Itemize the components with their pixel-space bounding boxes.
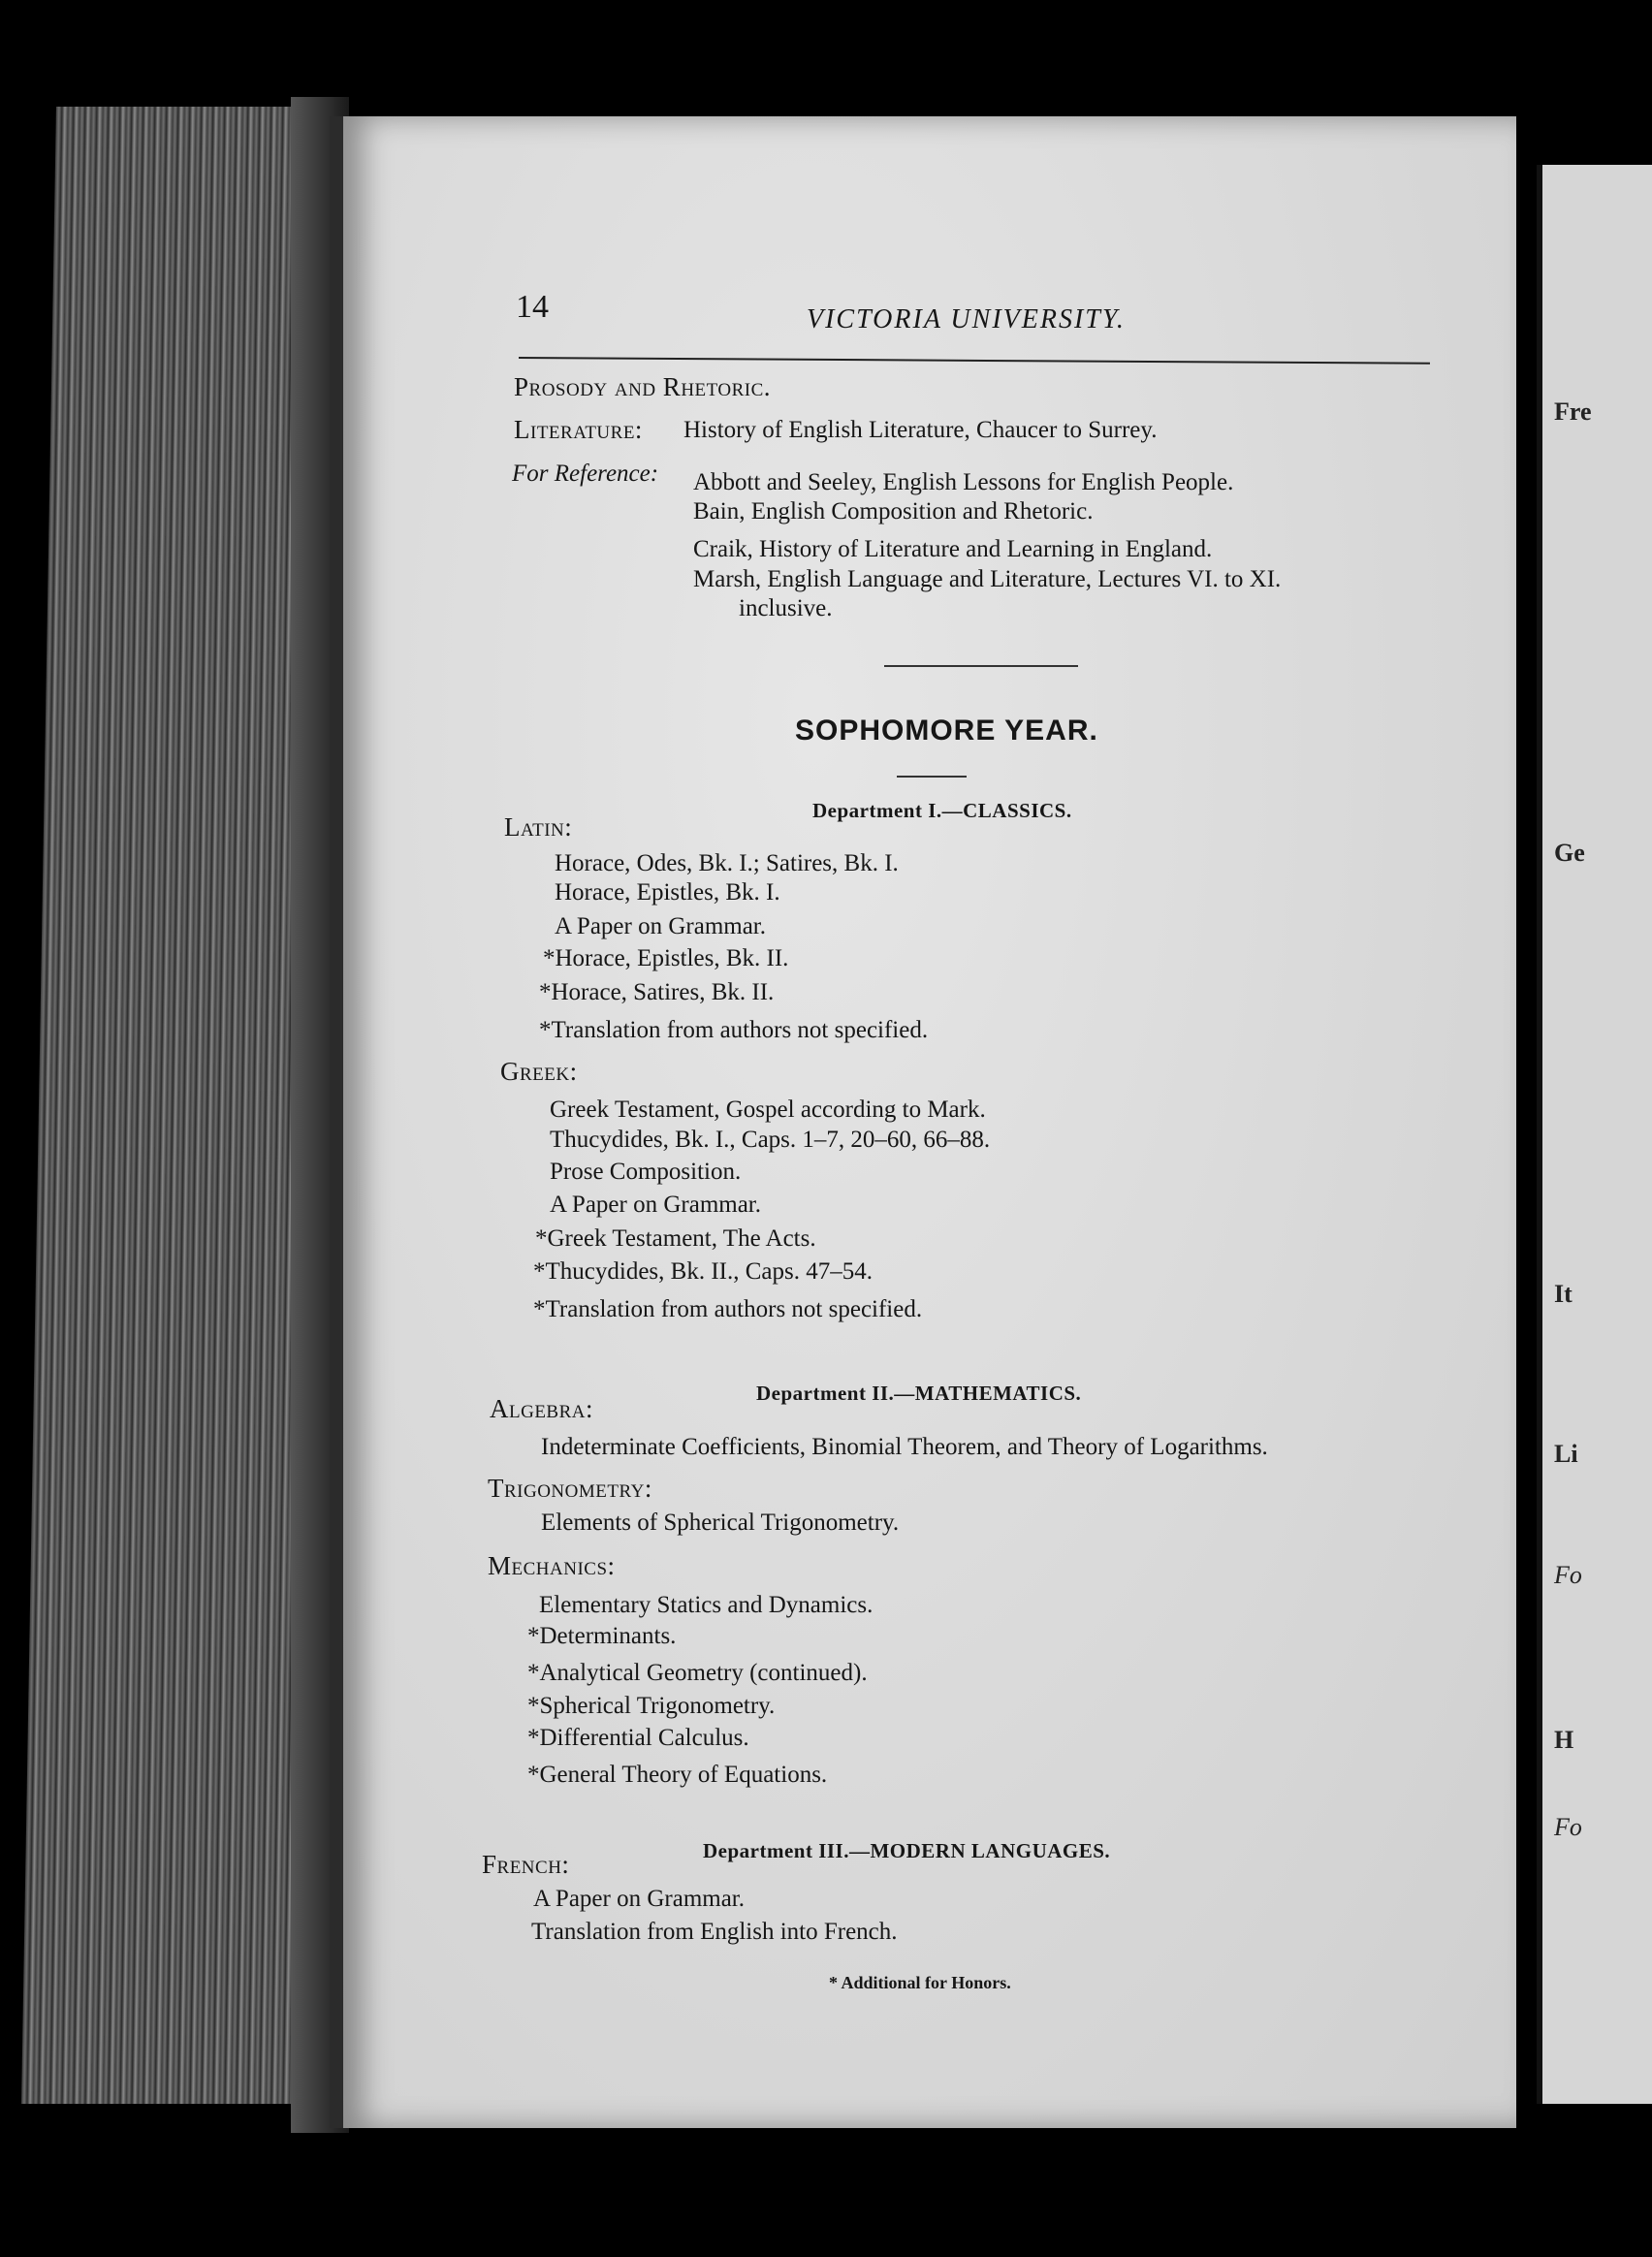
course-item: *Horace, Epistles, Bk. II. <box>543 945 789 971</box>
reference-item: Marsh, English Language and Literature, Lectures VI. to XI. <box>693 566 1282 592</box>
course-item: Elementary Statics and Dynamics. <box>539 1592 874 1618</box>
subject-label-greek: Greek: <box>500 1057 578 1086</box>
facing-page-fragment: Fre <box>1554 397 1592 426</box>
heading-underline <box>897 776 967 778</box>
running-head: VICTORIA UNIVERSITY. <box>807 304 1126 334</box>
reference-item: Craik, History of Literature and Learning in England. <box>693 536 1213 562</box>
course-item: Greek Testament, Gospel according to Mark. <box>550 1097 986 1123</box>
course-item: *General Theory of Equations. <box>527 1762 828 1788</box>
page-number: 14 <box>516 289 549 325</box>
course-item: Horace, Odes, Bk. I.; Satires, Bk. I. <box>555 850 899 876</box>
facing-page-fragment: It <box>1554 1280 1573 1308</box>
course-item: *Determinants. <box>527 1623 677 1649</box>
reference-item: Abbott and Seeley, English Lessons for English People. <box>693 469 1234 495</box>
course-item: Thucydides, Bk. I., Caps. 1–7, 20–60, 66–88. <box>550 1127 991 1153</box>
course-item: *Horace, Satires, Bk. II. <box>539 979 775 1005</box>
footnote: * Additional for Honors. <box>829 1973 1011 1992</box>
course-item: A Paper on Grammar. <box>533 1886 746 1912</box>
facing-page-edge <box>1537 165 1652 2104</box>
course-item: A Paper on Grammar. <box>555 913 767 939</box>
subject-label-mechanics: Mechanics: <box>488 1551 616 1580</box>
course-item: Elements of Spherical Trigonometry. <box>541 1510 900 1536</box>
section-label-literature: Literature: <box>514 415 643 444</box>
year-heading: SOPHOMORE YEAR. <box>795 715 1098 747</box>
reference-label: For Reference: <box>512 461 659 487</box>
facing-page-fragment: Fo <box>1554 1813 1582 1841</box>
department-heading: Department I.—CLASSICS. <box>812 799 1072 822</box>
subject-label-algebra: Algebra: <box>490 1394 593 1423</box>
course-item: Translation from English into French. <box>531 1919 898 1945</box>
facing-page-fragment: Fo <box>1554 1561 1582 1589</box>
course-item: Horace, Epistles, Bk. I. <box>555 879 780 906</box>
course-item: Indeterminate Coefficients, Binomial Theorem, and Theory of Logarithms. <box>541 1434 1268 1460</box>
subject-label-latin: Latin: <box>504 812 573 842</box>
course-item: *Greek Testament, The Acts. <box>535 1225 816 1252</box>
facing-page-fragment: Ge <box>1554 839 1585 867</box>
course-item: *Spherical Trigonometry. <box>527 1693 776 1719</box>
course-item: *Differential Calculus. <box>527 1725 749 1751</box>
subject-label-french: French: <box>482 1850 570 1879</box>
subject-label-trigonometry: Trigonometry: <box>488 1474 652 1503</box>
facing-page-fragment: Li <box>1554 1440 1578 1468</box>
course-item: A Paper on Grammar. <box>550 1192 762 1218</box>
department-heading: Department II.—MATHEMATICS. <box>756 1382 1082 1405</box>
facing-page-fragment: H <box>1554 1726 1574 1754</box>
section-label-prosody: Prosody and Rhetoric. <box>514 372 772 401</box>
course-item: *Thucydides, Bk. II., Caps. 47–54. <box>533 1258 873 1285</box>
course-item: *Translation from authors not specified. <box>533 1296 923 1322</box>
reference-item: inclusive. <box>739 595 833 621</box>
section-divider <box>884 665 1078 667</box>
course-item: Prose Composition. <box>550 1159 742 1185</box>
literature-text: History of English Literature, Chaucer to Surrey. <box>683 417 1158 443</box>
course-item: *Analytical Geometry (continued). <box>527 1660 868 1686</box>
department-heading: Department III.—MODERN LANGUAGES. <box>703 1839 1111 1862</box>
course-item: *Translation from authors not specified. <box>539 1017 929 1043</box>
reference-item: Bain, English Composition and Rhetoric. <box>693 498 1094 525</box>
